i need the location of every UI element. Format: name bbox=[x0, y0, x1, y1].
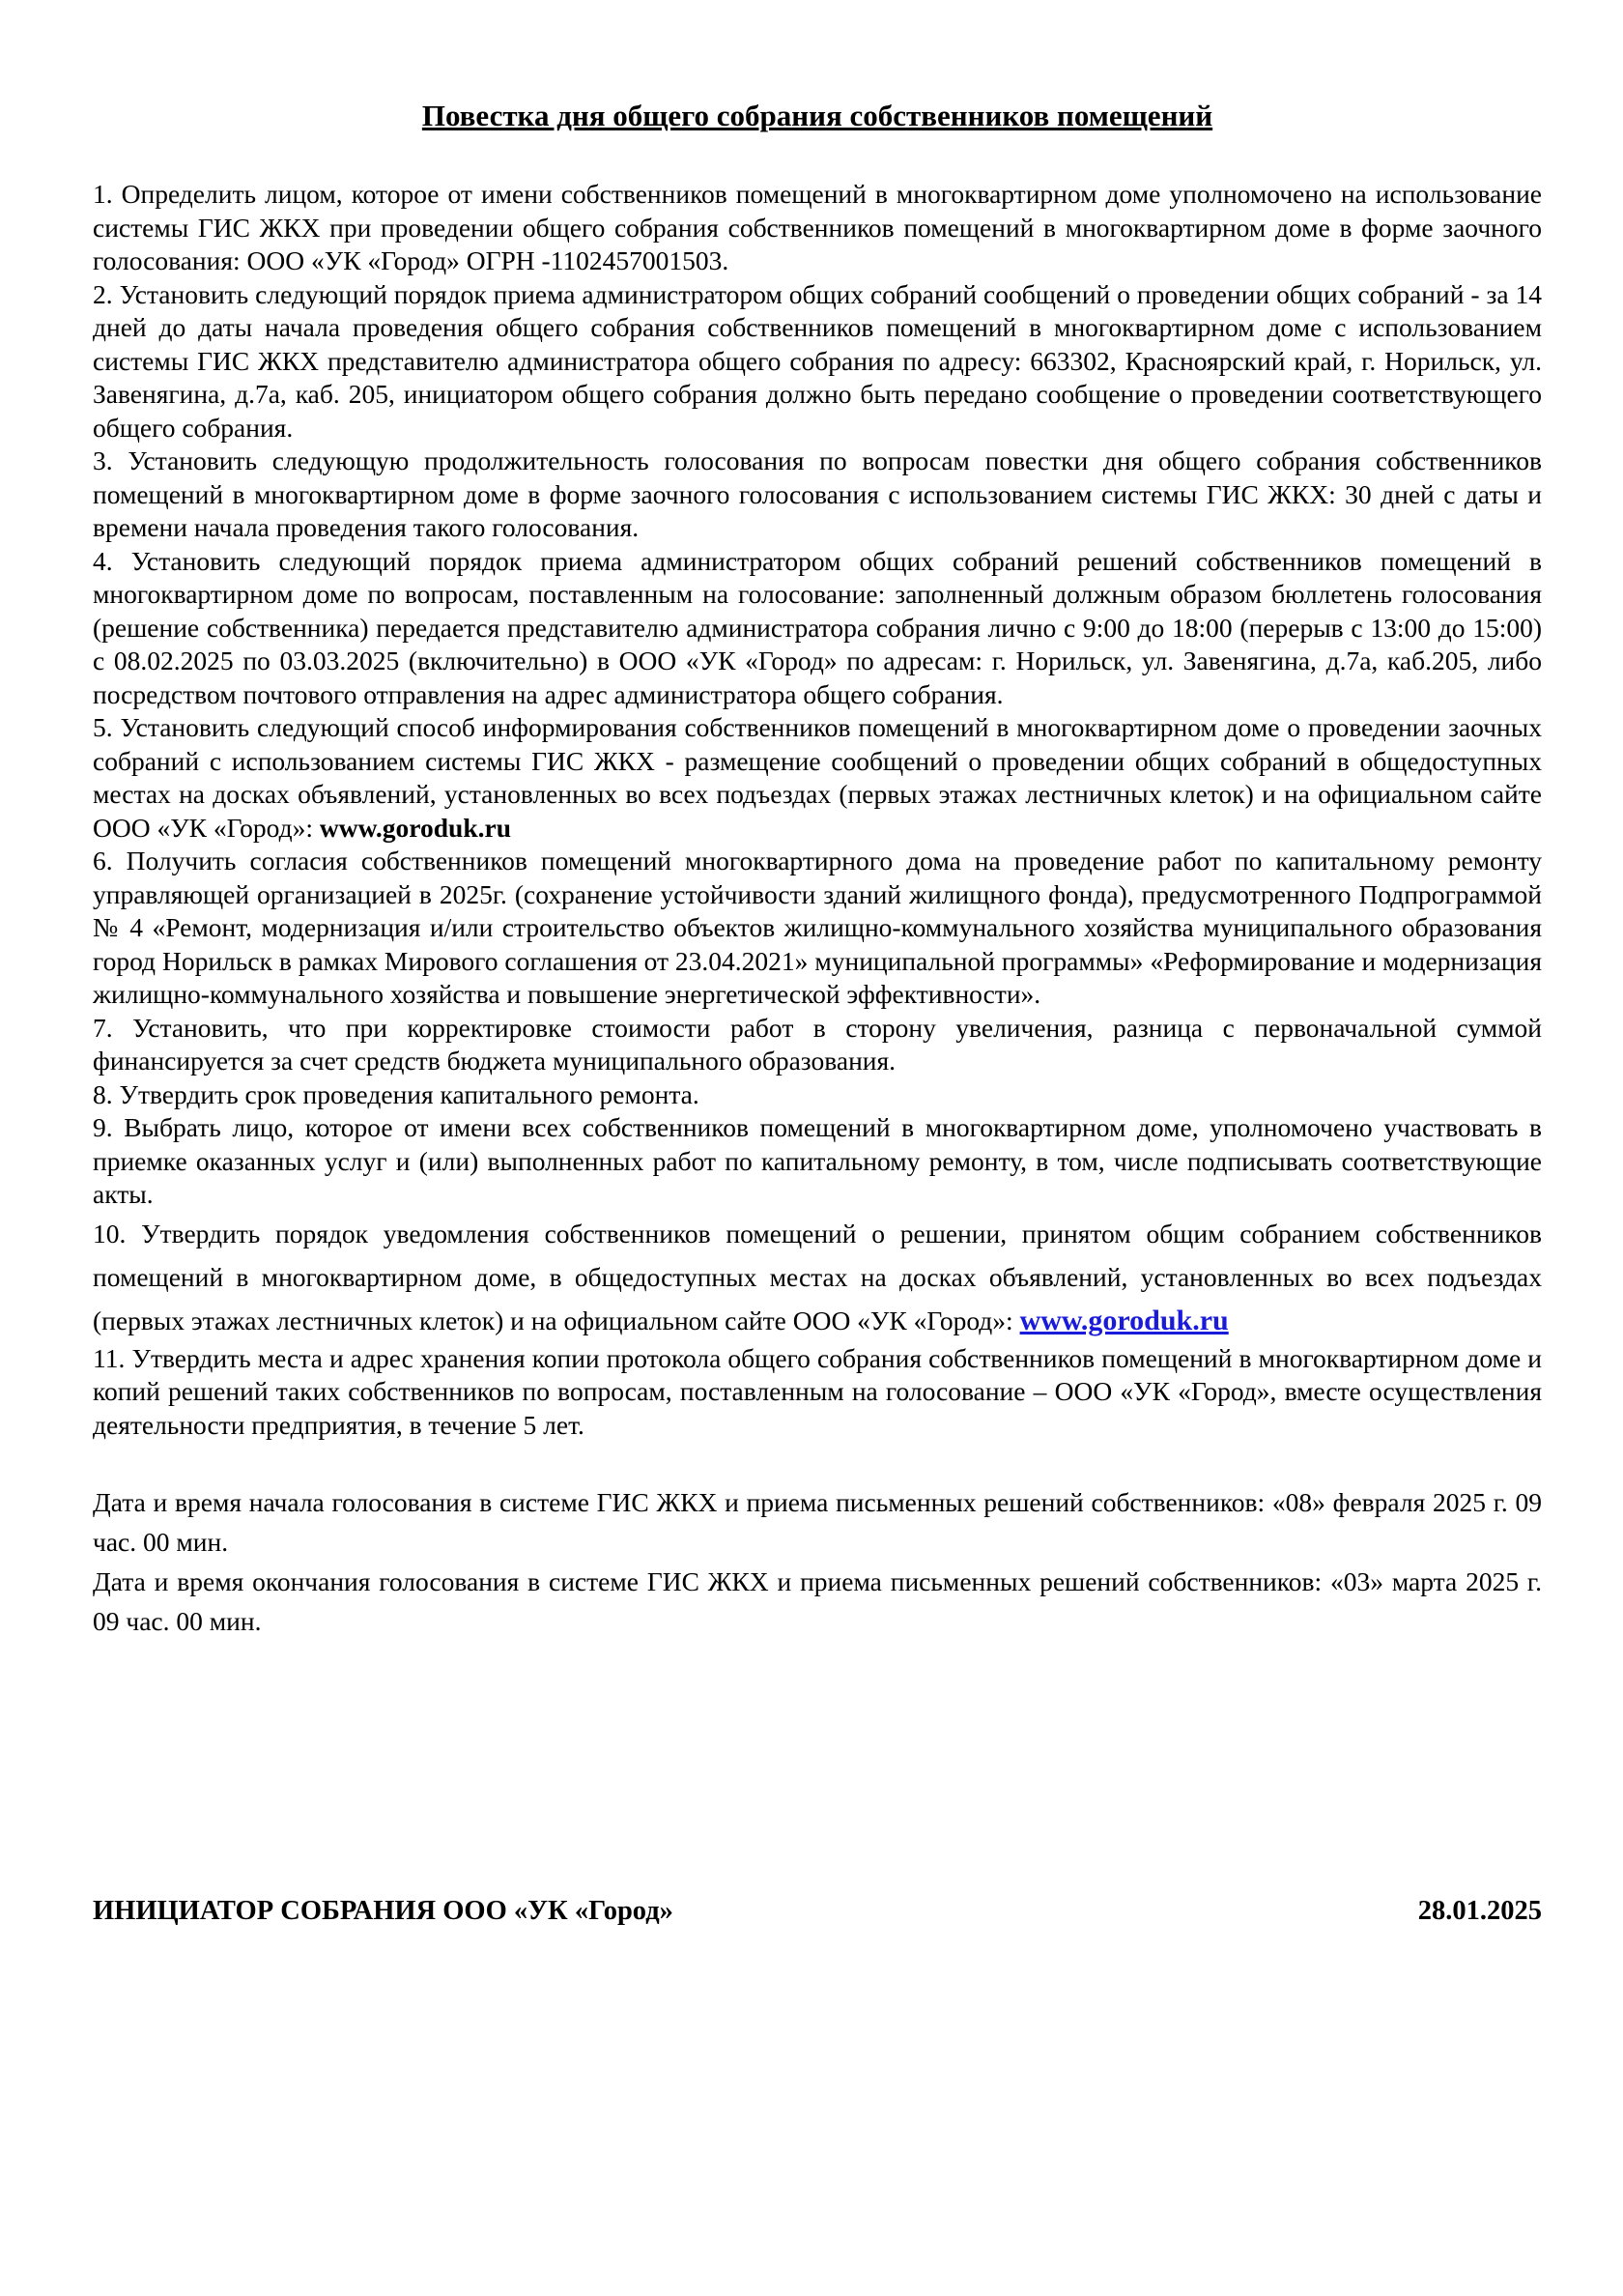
document-date: 28.01.2025 bbox=[1417, 1896, 1542, 1926]
agenda-item-5-site: www.goroduk.ru bbox=[319, 812, 511, 843]
agenda-item-1: 1. Определить лицом, которое от имени собственников помещений в многоквартирном доме уполномочено на использование системы ГИС ЖКХ при проведении общего собрания собственников помещений в многоквартирном доме в форме заочного голосования: ООО «УК «Город» ОГРН -1102457001503. bbox=[93, 179, 1542, 275]
website-link[interactable]: www.goroduk.ru bbox=[1019, 1304, 1229, 1336]
agenda-item-5 bbox=[93, 711, 1542, 845]
voting-dates bbox=[93, 1482, 1542, 1641]
agenda-item-6: 6. Получить согласия собственников помещений многоквартирного дома на проведение работ по капитальному ремонту управляющей организацией в 2025г. (сохранение устойчивости зданий жилищного фонда), предусмотренного Подпрограммой № 4 «Ремонт, модернизация и/или строительство объектов жилищно-коммунального хозяйства муниципального образования город Норильск в рамках Мирового соглашения от 23.04.2021» муниципальной программы» «Реформирование и модернизация жилищно-коммунального хозяйства и повышение энергетической эффективности». bbox=[93, 846, 1542, 1009]
agenda-item-11: 11. Утвердить места и адрес хранения копии протокола общего собрания собственников помещений в многоквартирном доме и копий решений таких собственников по вопросам, поставленным на голосование – ООО «УК «Город», вместе осуществления деятельности предприятия, в течение 5 лет. bbox=[93, 1342, 1542, 1440]
agenda-item-5-text: 5. Установить следующий способ информирования собственников помещений в многоквартирном доме о проведении заочных собраний с использованием системы ГИС ЖКХ - размещение сообщений о проведении общих собраний в общедоступных местах на досках объявлений, установленных во всех подъездах (первых этажах лестничных клеток) и на официальном сайте ООО «УК «Город»: bbox=[93, 712, 1542, 843]
page-title: Повестка дня общего собрания собственников помещений bbox=[421, 99, 1213, 132]
initiator-label: ИНИЦИАТОР СОБРАНИЯ ООО «УК «Город» bbox=[93, 1896, 673, 1926]
agenda-item-8: 8. Утвердить срок проведения капитального ремонта. bbox=[93, 1078, 699, 1109]
agenda-item-4: 4. Установить следующий порядок приема администратором общих собраний решений собственников помещений в многоквартирном доме по вопросам, поставленным на голосование: заполненный должным образом бюллетень голосования (решение собственника) передается представителю администратора собрания лично с 9:00 до 18:00 (перерыв с 13:00 до 15:00) с 08.02.2025 по 03.03.2025 (включительно) в ООО «УК «Город» по адресам: г. Норильск, ул. Завенягина, д.7а, каб.205, либо посредством почтового отправления на адрес администратора общего собрания. bbox=[93, 545, 1542, 709]
voting-end-date: Дата и время окончания голосования в системе ГИС ЖКХ и приема письменных решений собственников: «03» марта 2025 г. 09 час. 00 мин. bbox=[93, 1566, 1542, 1636]
agenda-item-10-text: 10. Утвердить порядок уведомления собственников помещений о решении, принятом общим собранием собственников помещений в многоквартирном доме, в общедоступных местах на досках объявлений, установленных во всех подъездах (первых этажах лестничных клеток) и на официальном сайте ООО «УК «Город»: bbox=[93, 1218, 1542, 1335]
agenda-item-9: 9. Выбрать лицо, которое от имени всех собственников помещений в многоквартирном доме, уполномочено участвовать в приемке оказанных услуг и (или) выполненных работ по капитальному ремонту, в том, числе подписывать соответствующие акты. bbox=[93, 1112, 1542, 1209]
agenda-list bbox=[93, 178, 1542, 1442]
agenda-item-7: 7. Установить, что при корректировке стоимости работ в сторону увеличения, разница с первоначальной суммой финансируется за счет средств бюджета муниципального образования. bbox=[93, 1012, 1542, 1076]
document-page bbox=[93, 93, 1542, 1641]
signature-footer bbox=[93, 1896, 1542, 1927]
agenda-item-2: 2. Установить следующий порядок приема администратором общих собраний сообщений о проведении общих собраний - за 14 дней до даты начала проведения общего собрания собственников помещений в многоквартирном доме с использованием системы ГИС ЖКХ представителю администратора общего собрания по адресу: 663302, Красноярский край, г. Норильск, ул. Завенягина, д.7а, каб. 205, инициатором общего собрания должно быть передано сообщение о проведении соответствующего общего собрания. bbox=[93, 278, 1542, 443]
voting-start-date: Дата и время начала голосования в системе ГИС ЖКХ и приема письменных решений собственников: «08» февраля 2025 г. 09 час. 00 мин. bbox=[93, 1487, 1542, 1557]
agenda-item-10 bbox=[93, 1212, 1542, 1342]
agenda-item-3: 3. Установить следующую продолжительность голосования по вопросам повестки дня общего собрания собственников помещений в многоквартирном доме в форме заочного голосования с использованием системы ГИС ЖКХ: 30 дней с даты и времени начала проведения такого голосования. bbox=[93, 445, 1542, 542]
